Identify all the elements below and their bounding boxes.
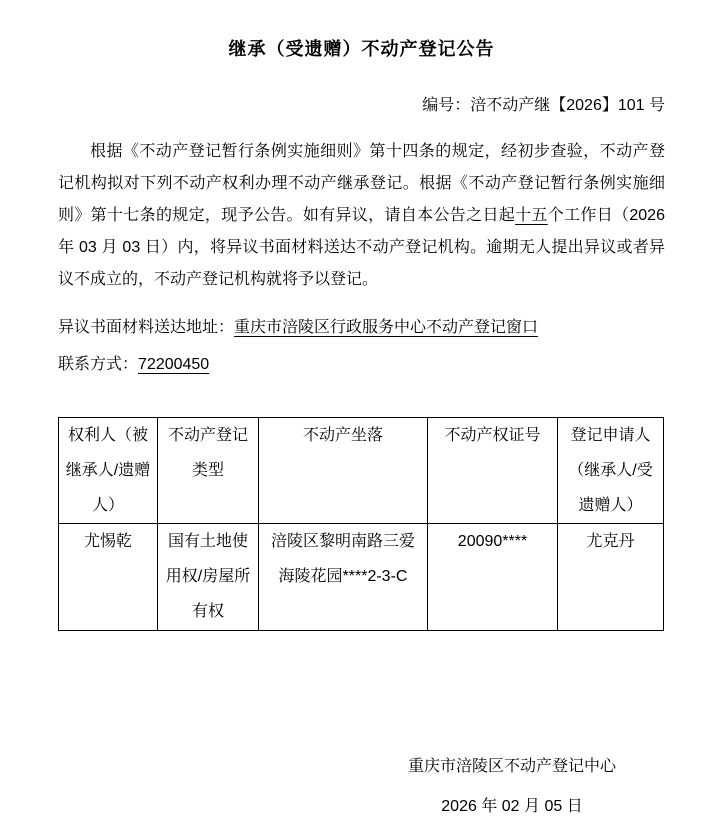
notice-body-paragraph: [58, 136, 665, 296]
signature-block: [362, 749, 662, 824]
header-certificate-number: 不动产权证号: [428, 418, 558, 524]
contact-label: 联系方式：: [58, 356, 139, 373]
header-right-holder: 权利人（被继承人/遗赠人）: [59, 418, 158, 524]
document-number: 编号：涪不动产继【2026】101 号: [422, 97, 665, 114]
paragraph-text-part2: 个工作日（2026 年 03 月 03 日）内，将异议书面材料送达不动产登记机构。逾期无人提出异议或者异议不成立的，不动产登记机构就将予以登记。: [58, 207, 665, 288]
header-registration-type: 不动产登记类型: [158, 418, 259, 524]
header-property-location: 不动产坐落: [259, 418, 428, 524]
contact-phone-value: 72200450: [138, 356, 210, 373]
cell-certificate-number: 20090****: [428, 524, 558, 631]
objection-address-line: [58, 312, 665, 344]
cell-right-holder: 尤惕乾: [59, 524, 158, 631]
header-applicant: 登记申请人（继承人/受遗赠人）: [558, 418, 664, 524]
document-title: 继承（受遗赠）不动产登记公告: [228, 39, 495, 59]
paragraph-underlined-deadline: 十五: [515, 207, 548, 224]
issuing-organization: 重庆市涪陵区不动产登记中心: [407, 758, 616, 775]
cell-applicant: 尤克丹: [558, 524, 664, 631]
cell-registration-type: 国有土地使用权/房屋所有权: [158, 524, 259, 631]
objection-address-value: 重庆市涪陵区行政服务中心不动产登记窗口: [234, 319, 539, 336]
objection-address-label: 异议书面材料送达地址：: [58, 319, 235, 336]
registration-notice-table: [58, 417, 664, 631]
contact-line: [58, 349, 665, 381]
issue-date: 2026 年 02 月 05 日: [441, 798, 583, 815]
paragraph-text-part1: 根据《不动产登记暂行条例实施细则》第十四条的规定，经初步查验，不动产登记机构拟对下列不动产权利办理不动产继承登记。根据《不动产登记暂行条例实施细则》第十七条的规定，现予公告。如有异议，请自本公告之日起: [58, 143, 665, 224]
cell-property-location: 涪陵区黎明南路三爱海陵花园****2-3-C: [259, 524, 428, 631]
table-data-row: [59, 524, 664, 631]
table-header-row: [59, 418, 664, 524]
